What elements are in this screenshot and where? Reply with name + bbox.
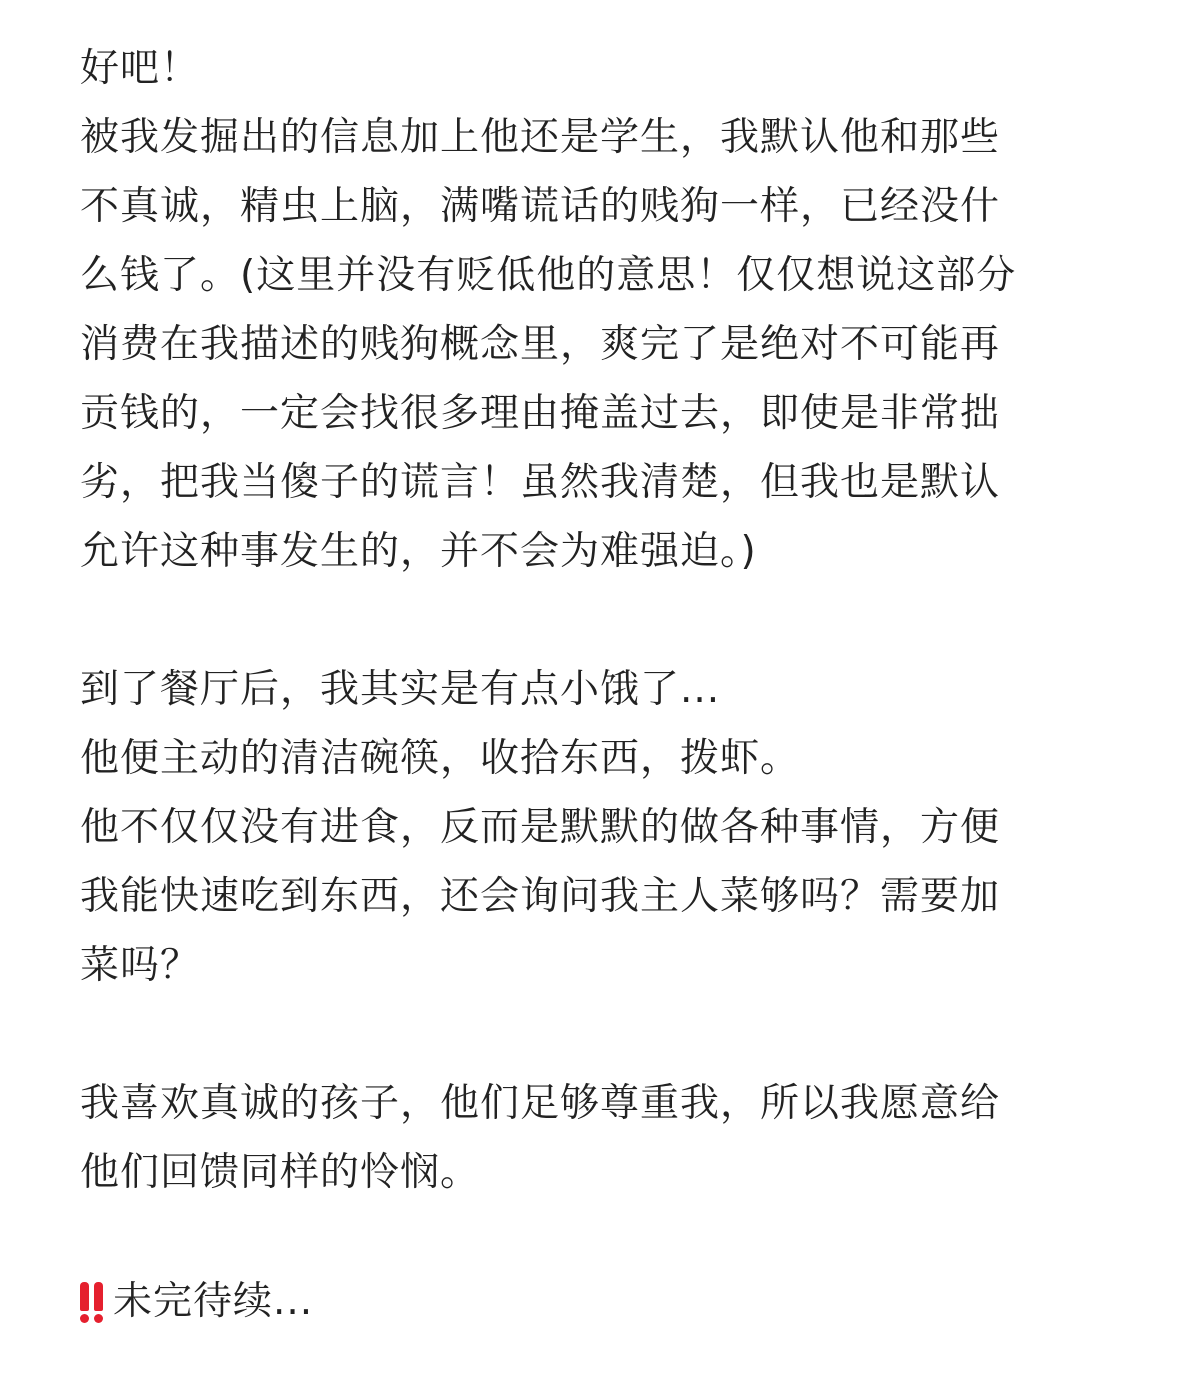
text-line: 被我发掘出的信息加上他还是学生，我默认他和那些 <box>80 115 1001 160</box>
text-line: 我能快速吃到东西，还会询问我主人菜够吗？需要加 <box>80 874 1001 919</box>
text-line: 么钱了。(这里并没有贬低他的意思！仅仅想说这部分 <box>80 253 1017 298</box>
text-line: 菜吗？ <box>80 943 201 988</box>
text-line: 到了餐厅后，我其实是有点小饿了... <box>80 667 721 712</box>
text-line: 他不仅仅没有进食，反而是默默的做各种事情，方便 <box>80 805 1001 850</box>
paragraph-1 <box>80 34 1080 586</box>
text-line: 劣，把我当傻子的谎言！虽然我清楚，但我也是默认 <box>80 460 1001 505</box>
paragraph-2 <box>80 655 1080 1000</box>
to-be-continued-text: 未完待续... <box>113 1279 314 1324</box>
to-be-continued <box>80 1267 1080 1336</box>
text-line: 不真诚，精虫上脑，满嘴谎话的贱狗一样，已经没什 <box>80 184 1001 229</box>
text-line: 消费在我描述的贱狗概念里，爽完了是绝对不可能再 <box>80 322 1001 367</box>
paragraph-spacer <box>80 1207 1080 1267</box>
post-body <box>80 34 1080 1336</box>
paragraph-spacer <box>80 1000 1080 1069</box>
text-line: 贡钱的，一定会找很多理由掩盖过去，即使是非常拙 <box>80 391 1001 436</box>
text-line: 允许这种事发生的，并不会为难强迫。) <box>80 529 757 574</box>
double-exclamation-icon <box>80 1282 103 1322</box>
text-line: 他便主动的清洁碗筷，收拾东西，拨虾。 <box>80 736 801 781</box>
paragraph-3 <box>80 1069 1080 1207</box>
text-line: 好吧！ <box>80 46 201 91</box>
text-line: 我喜欢真诚的孩子，他们足够尊重我，所以我愿意给 <box>80 1081 1001 1126</box>
paragraph-spacer <box>80 586 1080 655</box>
text-line: 他们回馈同样的怜悯。 <box>80 1150 481 1195</box>
